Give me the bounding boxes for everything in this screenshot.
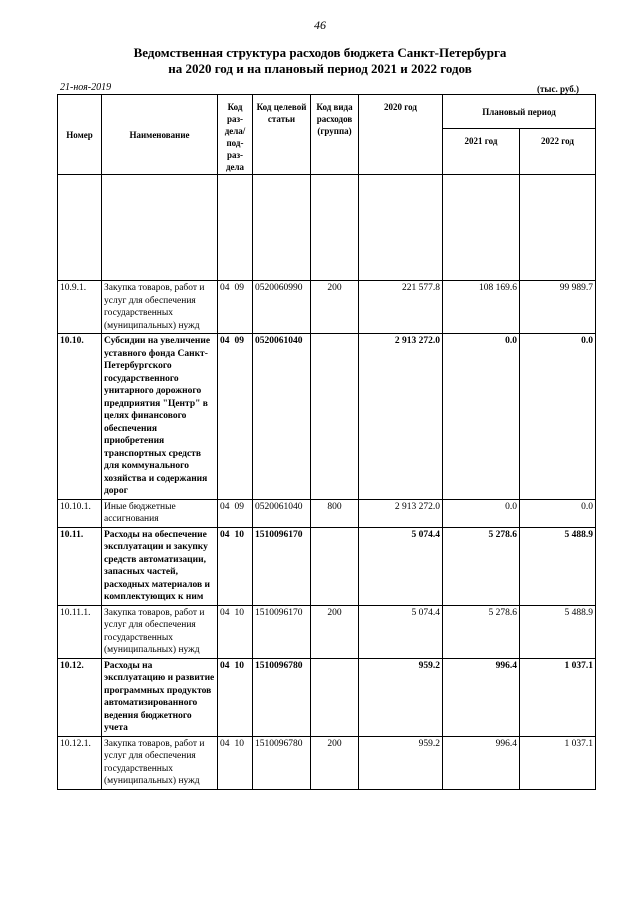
row-number: 10.11.1. <box>58 605 102 658</box>
row-razdel: 04 <box>218 527 233 605</box>
row-podrazdel: 09 <box>233 334 253 500</box>
header-name: Наименование <box>102 95 218 175</box>
header-target-code: Код целевой статьи <box>253 95 311 175</box>
row-razdel: 04 <box>218 334 233 500</box>
header-2020: 2020 год <box>359 95 443 175</box>
row-number: 10.9.1. <box>58 281 102 334</box>
header-2021: 2021 год <box>443 129 520 175</box>
header-number: Номер <box>58 95 102 175</box>
row-name: Закупка товаров, работ и услуг для обеспечения государственных (муниципальных) нужд <box>102 605 218 658</box>
header-expense-type: Код вида расходов (группа) <box>311 95 359 175</box>
header-section-code: Код раз- дела/ под- раз- дела <box>218 95 253 175</box>
row-amount-2021: 996.4 <box>443 658 520 736</box>
row-amount-2022: 1 037.1 <box>520 736 596 789</box>
row-amount-2020: 959.2 <box>359 658 443 736</box>
row-amount-2020: 2 913 272.0 <box>359 334 443 500</box>
row-number: 10.11. <box>58 527 102 605</box>
table-row <box>58 527 596 605</box>
table-row <box>58 605 596 658</box>
document-date: 21-ноя-2019 <box>60 82 112 93</box>
table-row <box>58 736 596 789</box>
row-target-code: 0520061040 <box>253 499 311 527</box>
row-amount-2022: 5 488.9 <box>520 605 596 658</box>
row-amount-2021: 0.0 <box>443 499 520 527</box>
row-amount-2020: 221 577.8 <box>359 281 443 334</box>
row-podrazdel: 10 <box>233 605 253 658</box>
row-razdel: 04 <box>218 658 233 736</box>
unit-label: (тыс. руб.) <box>537 84 579 94</box>
row-name: Закупка товаров, работ и услуг для обеспечения государственных (муниципальных) нужд <box>102 736 218 789</box>
row-amount-2022: 0.0 <box>520 334 596 500</box>
header-planned-period: Плановый период <box>443 95 596 129</box>
row-number: 10.12.1. <box>58 736 102 789</box>
row-podrazdel: 09 <box>233 499 253 527</box>
row-name: Субсидии на увеличение уставного фонда Санкт-Петербургского государственного унитарного дорожного предприятия "Центр" в целях финансового обеспечения приобретения транспортных средств для коммунального хозяйства и содержания дорог <box>102 334 218 500</box>
row-amount-2021: 0.0 <box>443 334 520 500</box>
row-amount-2022: 99 989.7 <box>520 281 596 334</box>
row-expense-type: 200 <box>311 605 359 658</box>
row-amount-2020: 5 074.4 <box>359 605 443 658</box>
row-amount-2021: 996.4 <box>443 736 520 789</box>
row-amount-2021: 5 278.6 <box>443 527 520 605</box>
page-number: 46 <box>314 18 326 32</box>
budget-table <box>57 94 596 790</box>
row-number: 10.10.1. <box>58 499 102 527</box>
row-amount-2021: 5 278.6 <box>443 605 520 658</box>
row-expense-type <box>311 527 359 605</box>
row-amount-2022: 0.0 <box>520 499 596 527</box>
row-number: 10.10. <box>58 334 102 500</box>
row-name: Расходы на обеспечение эксплуатации и закупку средств автоматизации, запасных частей, расходных материалов и комплектующих к ним <box>102 527 218 605</box>
row-expense-type <box>311 658 359 736</box>
header-2022: 2022 год <box>520 129 596 175</box>
row-amount-2020: 5 074.4 <box>359 527 443 605</box>
row-target-code: 1510096170 <box>253 605 311 658</box>
row-razdel: 04 <box>218 499 233 527</box>
document-title <box>0 45 640 77</box>
table-body <box>58 281 596 790</box>
row-podrazdel: 10 <box>233 736 253 789</box>
row-amount-2020: 959.2 <box>359 736 443 789</box>
row-target-code: 1510096170 <box>253 527 311 605</box>
row-expense-type: 200 <box>311 281 359 334</box>
row-name: Иные бюджетные ассигнования <box>102 499 218 527</box>
row-expense-type: 200 <box>311 736 359 789</box>
row-podrazdel: 09 <box>233 281 253 334</box>
table-row <box>58 658 596 736</box>
row-amount-2021: 108 169.6 <box>443 281 520 334</box>
header-spacer <box>58 175 596 281</box>
row-podrazdel: 10 <box>233 658 253 736</box>
table-row <box>58 499 596 527</box>
row-target-code: 1510096780 <box>253 736 311 789</box>
row-podrazdel: 10 <box>233 527 253 605</box>
row-name: Расходы на эксплуатацию и развитие программных продуктов автоматизированного ведения бюджетного учета <box>102 658 218 736</box>
row-amount-2022: 1 037.1 <box>520 658 596 736</box>
row-target-code: 0520060990 <box>253 281 311 334</box>
row-number: 10.12. <box>58 658 102 736</box>
row-target-code: 1510096780 <box>253 658 311 736</box>
title-line-1: Ведомственная структура расходов бюджета Санкт-Петербурга <box>133 45 507 60</box>
table-row <box>58 334 596 500</box>
row-target-code: 0520061040 <box>253 334 311 500</box>
row-name: Закупка товаров, работ и услуг для обеспечения государственных (муниципальных) нужд <box>102 281 218 334</box>
row-amount-2020: 2 913 272.0 <box>359 499 443 527</box>
row-razdel: 04 <box>218 281 233 334</box>
row-razdel: 04 <box>218 605 233 658</box>
table-row <box>58 281 596 334</box>
row-expense-type <box>311 334 359 500</box>
title-line-2: на 2020 год и на плановый период 2021 и 2022 годов <box>168 61 472 76</box>
row-razdel: 04 <box>218 736 233 789</box>
row-amount-2022: 5 488.9 <box>520 527 596 605</box>
row-expense-type: 800 <box>311 499 359 527</box>
